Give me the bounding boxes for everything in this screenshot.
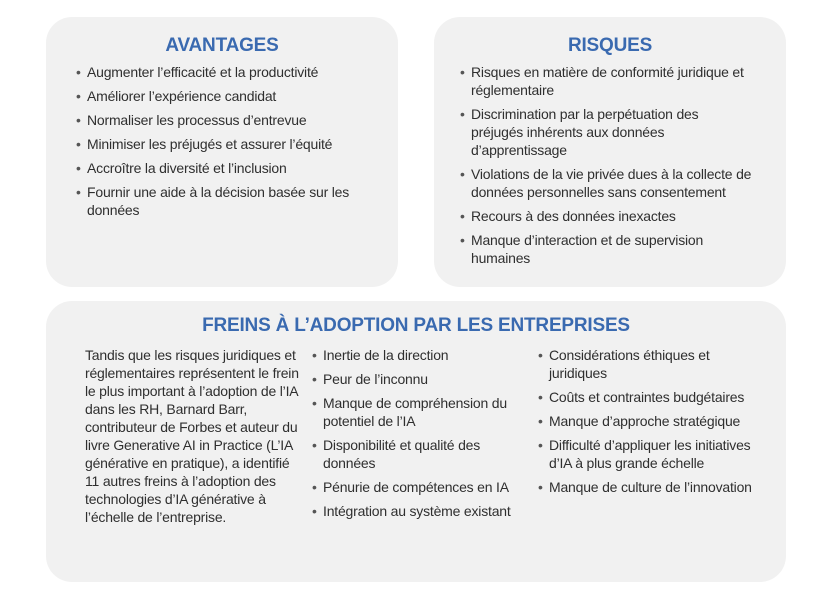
list-item: • Discrimination par la perpétuation des préjugés inhérents aux données d’apprentissage — [460, 105, 770, 159]
list-item: • Violations de la vie privée dues à la collecte de données personnelles sans consentement — [460, 165, 770, 201]
advantages-panel — [46, 17, 398, 287]
list-item: • Améliorer l’expérience candidat — [76, 87, 376, 105]
barriers-list-column-2 — [538, 346, 768, 502]
list-item: • Inertie de la direction — [312, 346, 522, 364]
list-item: • Manque d’interaction et de supervision humaines — [460, 231, 770, 267]
list-item: • Minimiser les préjugés et assurer l’équité — [76, 135, 376, 153]
barriers-title: FREINS À L’ADOPTION PAR LES ENTREPRISES — [202, 315, 630, 336]
list-item: • Normaliser les processus d’entrevue — [76, 111, 376, 129]
list-item: • Manque de culture de l’innovation — [538, 478, 768, 496]
list-item: • Pénurie de compétences en IA — [312, 478, 522, 496]
barriers-panel — [46, 301, 786, 582]
list-item: • Difficulté d’appliquer les initiatives d’IA à plus grande échelle — [538, 436, 768, 472]
list-item: • Disponibilité et qualité des données — [312, 436, 522, 472]
list-item: • Coûts et contraintes budgétaires — [538, 388, 768, 406]
list-item: • Risques en matière de conformité juridique et réglementaire — [460, 63, 770, 99]
list-item: • Manque d’approche stratégique — [538, 412, 768, 430]
advantages-title: AVANTAGES — [165, 35, 279, 56]
barriers-intro: Tandis que les risques juridiques et réglementaires représentent le frein le plus important à l’adoption de l’IA dans les RH, Barnard Barr, contributeur de Forbes et auteur du livre Generative AI in Practice (L’IA générative en pratique), a identifié 11 autres freins à l’adoption des technologies d’IA générative à l’échelle de l’entreprise. — [85, 347, 299, 525]
list-item: • Manque de compréhension du potentiel de l’IA — [312, 394, 522, 430]
list-item: • Intégration au système existant — [312, 502, 522, 520]
list-item: • Augmenter l’efficacité et la productivité — [76, 63, 376, 81]
list-item: • Fournir une aide à la décision basée sur les données — [76, 183, 376, 219]
risks-panel — [434, 17, 786, 287]
advantages-list — [76, 63, 376, 225]
list-item: • Accroître la diversité et l’inclusion — [76, 159, 376, 177]
list-item: • Peur de l’inconnu — [312, 370, 522, 388]
barriers-list-column-1 — [312, 346, 522, 526]
risks-list — [460, 63, 770, 273]
list-item: • Recours à des données inexactes — [460, 207, 770, 225]
risks-title: RISQUES — [567, 35, 653, 56]
list-item: • Considérations éthiques et juridiques — [538, 346, 768, 382]
